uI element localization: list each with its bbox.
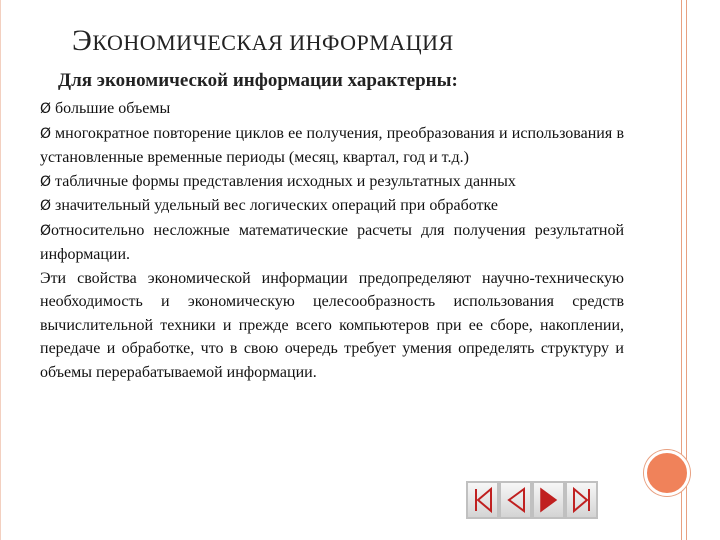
next-slide-button[interactable] xyxy=(532,481,565,519)
bullet-text: значительный удельный вес логических операций при обработке xyxy=(55,197,498,214)
bullet-text: табличные формы представления исходных и результатных данных xyxy=(55,172,516,190)
title-rest: КОНОМИЧЕСКАЯ ИНФОРМАЦИЯ xyxy=(92,30,454,55)
frame-left-border xyxy=(0,0,1,540)
last-slide-button[interactable] xyxy=(565,481,598,519)
arrow-bullet-icon: Ø xyxy=(40,222,52,239)
next-slide-icon xyxy=(537,486,561,514)
bullet-item xyxy=(40,122,624,170)
slide-navigation xyxy=(466,481,599,519)
decorative-circle xyxy=(644,450,690,496)
first-slide-icon xyxy=(471,486,495,514)
bullet-text: многократное повторение циклов ее получения, преобразования и использования в установленные временные периоды (месяц, квартал, год и т.д.) xyxy=(40,124,624,166)
last-slide-icon xyxy=(570,486,594,514)
bullet-item xyxy=(40,219,624,267)
arrow-bullet-icon: Ø xyxy=(40,101,52,117)
bullet-item xyxy=(40,170,624,195)
previous-slide-icon xyxy=(504,486,528,514)
previous-slide-button[interactable] xyxy=(499,481,532,519)
first-slide-button[interactable] xyxy=(466,481,499,519)
arrow-bullet-icon: Ø xyxy=(40,125,52,142)
arrow-bullet-icon: Ø xyxy=(40,173,52,190)
slide-body xyxy=(40,97,624,384)
title-first-letter: Э xyxy=(72,24,93,57)
bullet-item xyxy=(40,97,624,122)
summary-paragraph: Эти свойства экономической информации предопределяют научно-техническую необходимость и экономическую целесообразность использования средств вычислительной техники и прежде всего компьютеров при ее сборе, накоплении, передаче и обработке, что в свою очередь требует умения определять структуру и объемы перерабатываемой информации. xyxy=(40,269,624,381)
arrow-bullet-icon: Ø xyxy=(40,198,52,214)
slide-title xyxy=(72,24,454,58)
bullet-item xyxy=(40,194,624,219)
bullet-text: относительно несложные математические расчеты для получения результатной информации. xyxy=(40,221,624,263)
bullet-text: большие объемы xyxy=(55,100,171,117)
slide-subtitle: Для экономической информации характерны: xyxy=(58,70,458,91)
